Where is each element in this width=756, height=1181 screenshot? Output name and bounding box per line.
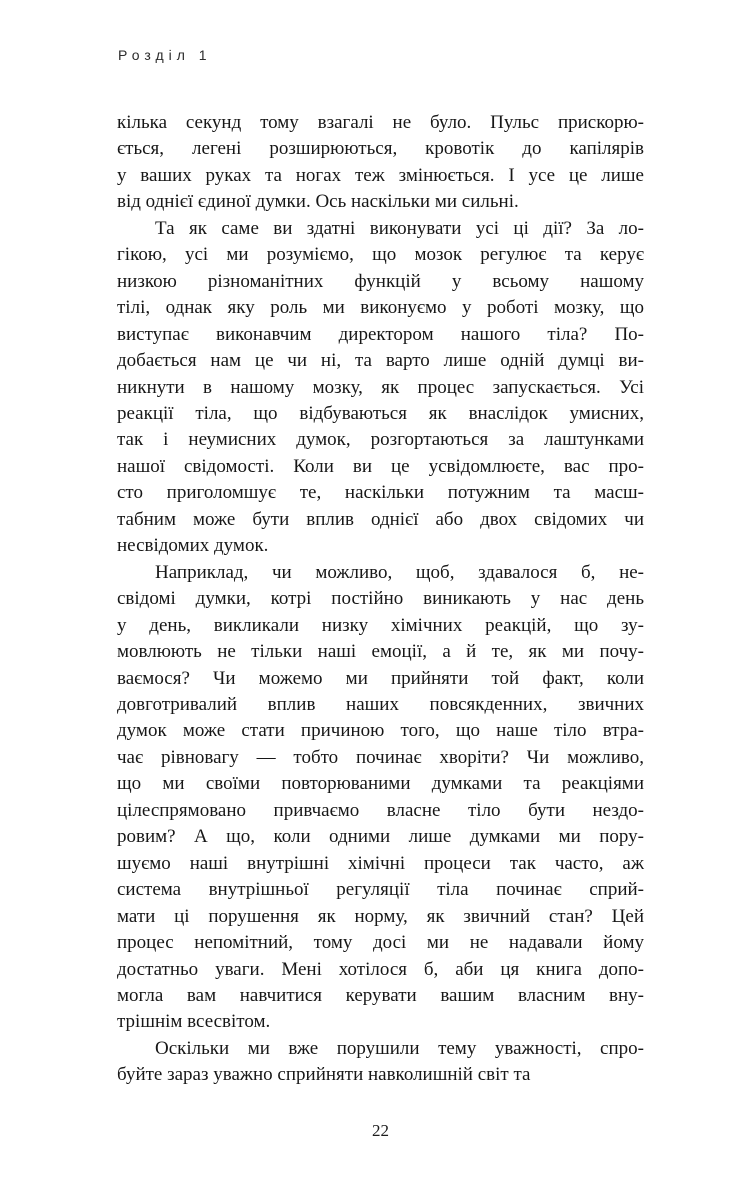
text-line: так і неумисних думок, розгортаються за лаштунками (117, 429, 644, 451)
text-line: мовлюють не тільки наші емоції, а й те, як ми почу- (117, 641, 644, 663)
paragraph (117, 110, 644, 216)
paragraph (117, 560, 644, 1036)
paragraph (117, 216, 644, 560)
body-text (117, 110, 644, 1089)
text-line: процес непомітний, тому досі ми не надавали йому (117, 932, 644, 954)
text-line: реакції тіла, що відбуваються як внаслідок умисних, (117, 402, 644, 424)
text-line: табним може бути вплив однієї або двох свідомих чи (117, 508, 644, 530)
text-line: у день, викликали низку хімічних реакцій, що зу- (117, 614, 644, 636)
chapter-header: Розділ 1 (118, 47, 212, 63)
text-line: свідомі думки, котрі постійно виникають у нас день (117, 588, 644, 610)
page-number: 22 (372, 1121, 389, 1140)
text-line: низкою різноманітних функцій у всьому нашому (117, 270, 644, 292)
text-line: від однієї єдиної думки. Ось наскільки ми сильні. (117, 191, 519, 213)
text-line: нашої свідомості. Коли ви це усвідомлюєте, вас про- (117, 455, 644, 477)
text-line: думок може стати причиною того, що наше тіло втра- (117, 720, 644, 742)
text-line: трішнім всесвітом. (117, 1011, 271, 1033)
text-line: Наприклад, чи можливо, щоб, здавалося б, не- (155, 561, 644, 583)
text-line: достатньо уваги. Мені хотілося б, аби ця книга допо- (117, 958, 644, 980)
text-line: шуємо наші внутрішні хімічні процеси так часто, аж (117, 852, 644, 874)
text-line: сто приголомшує те, наскільки потужним та масш- (117, 482, 644, 504)
text-line: могла вам навчитися керувати вашим власним вну- (117, 984, 644, 1006)
text-line: виступає виконавчим директором нашого тіла? По- (117, 323, 644, 345)
text-line: ється, легені розширюються, кровотік до капілярів (117, 138, 644, 160)
text-line: мати ці порушення як норму, як звичний стан? Цей (117, 905, 644, 927)
text-line: гікою, усі ми розуміємо, що мозок регулює та керує (117, 244, 644, 266)
text-line: кілька секунд тому взагалі не було. Пульс прискорю- (117, 112, 644, 133)
text-line: цілеспрямовано привчаємо власне тіло бути нездо- (117, 799, 644, 821)
text-line: ваємося? Чи можемо ми прийняти той факт, коли (117, 667, 644, 689)
text-line: ровим? А що, коли одними лише думками ми пору- (117, 826, 644, 848)
text-line: чає рівновагу — тобто починає хворіти? Чи можливо, (117, 746, 644, 768)
text-line: система внутрішньої регуляції тіла починає сприй- (117, 879, 644, 901)
text-line: никнути в нашому мозку, як процес запускається. Усі (117, 376, 644, 398)
text-line: несвідомих думок. (117, 535, 269, 557)
paragraph (117, 1036, 644, 1089)
text-line: що ми своїми повторюваними думками та реакціями (117, 773, 644, 795)
text-line: добається нам це чи ні, та варто лише одній думці ви- (117, 350, 644, 372)
text-line: у ваших руках та ногах теж змінюється. І усе це лише (117, 164, 644, 186)
text-line: буйте зараз уважно сприйняти навколишній світ та (117, 1064, 531, 1086)
text-line: тілі, однак яку роль ми виконуємо у роботі мозку, що (117, 297, 644, 319)
text-line: Оскільки ми вже порушили тему уважності, спро- (155, 1037, 644, 1059)
text-line: довготривалий вплив наших повсякденних, звичних (117, 693, 644, 715)
text-line: Та як саме ви здатні виконувати усі ці дії? За ло- (155, 217, 644, 239)
